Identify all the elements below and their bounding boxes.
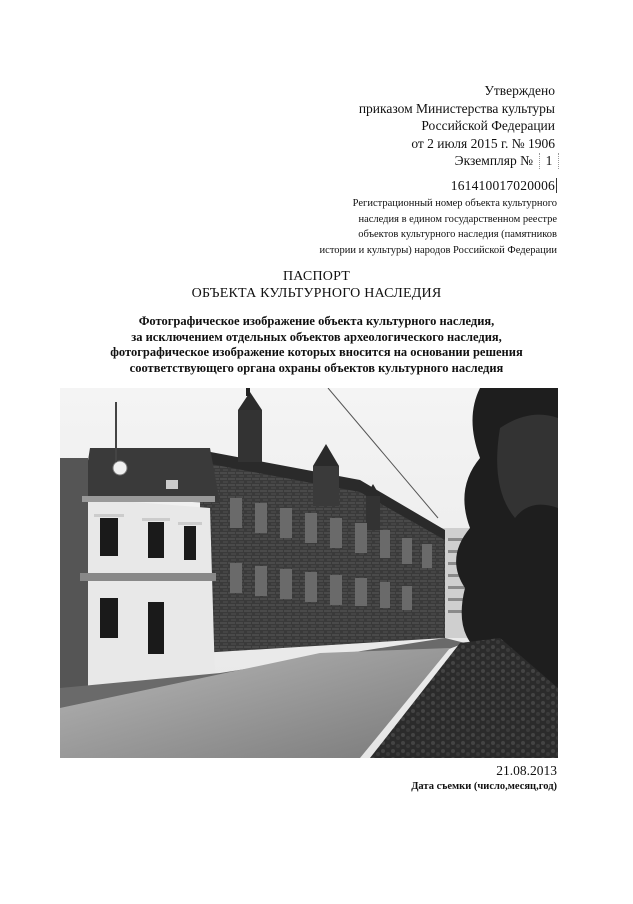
registration-note-line-4: истории и культуры) народов Российской Федерации	[319, 244, 557, 256]
approval-line-1: Утверждено	[484, 83, 555, 98]
subtitle-line-1: Фотографическое изображение объекта культурного наследия,	[138, 314, 495, 328]
photo-date-label: Дата съемки (число,месяц,год)	[411, 781, 557, 792]
document-title	[0, 268, 633, 302]
registration-note	[257, 196, 557, 258]
copy-number-line	[455, 153, 559, 169]
photo-date: 21.08.2013	[496, 763, 557, 778]
copy-number: 1	[539, 153, 559, 169]
approval-block	[359, 82, 555, 152]
title-line-2: ОБЪЕКТА КУЛЬТУРНОГО НАСЛЕДИЯ	[191, 286, 442, 301]
subtitle-line-2: за исключением отдельных объектов археологического наследия,	[131, 329, 502, 344]
heritage-building-photo	[60, 388, 558, 758]
subtitle-line-4: соответствующего органа охраны объектов культурного наследия	[129, 360, 504, 375]
registration-note-line-3: объектов культурного наследия (памятников	[358, 229, 557, 240]
subtitle-line-3: фотографическое изображение которых вносится на основании решения	[110, 345, 523, 359]
document-subtitle	[0, 314, 633, 376]
registration-number	[451, 178, 557, 194]
registration-number-value: 161410017020006	[450, 178, 555, 193]
approval-line-2: приказом Министерства культуры	[358, 100, 555, 116]
approval-line-4: от 2 июля 2015 г. № 1906	[411, 135, 555, 151]
registration-note-line-1: Регистрационный номер объекта культурного	[352, 198, 557, 209]
copy-label: Экземпляр №	[454, 153, 533, 168]
building-photo-illustration	[60, 388, 558, 758]
approval-line-3: Российской Федерации	[421, 118, 555, 133]
title-line-1: ПАСПОРТ	[283, 269, 350, 284]
registration-note-line-2: наследия в едином государственном реестре	[358, 213, 557, 225]
